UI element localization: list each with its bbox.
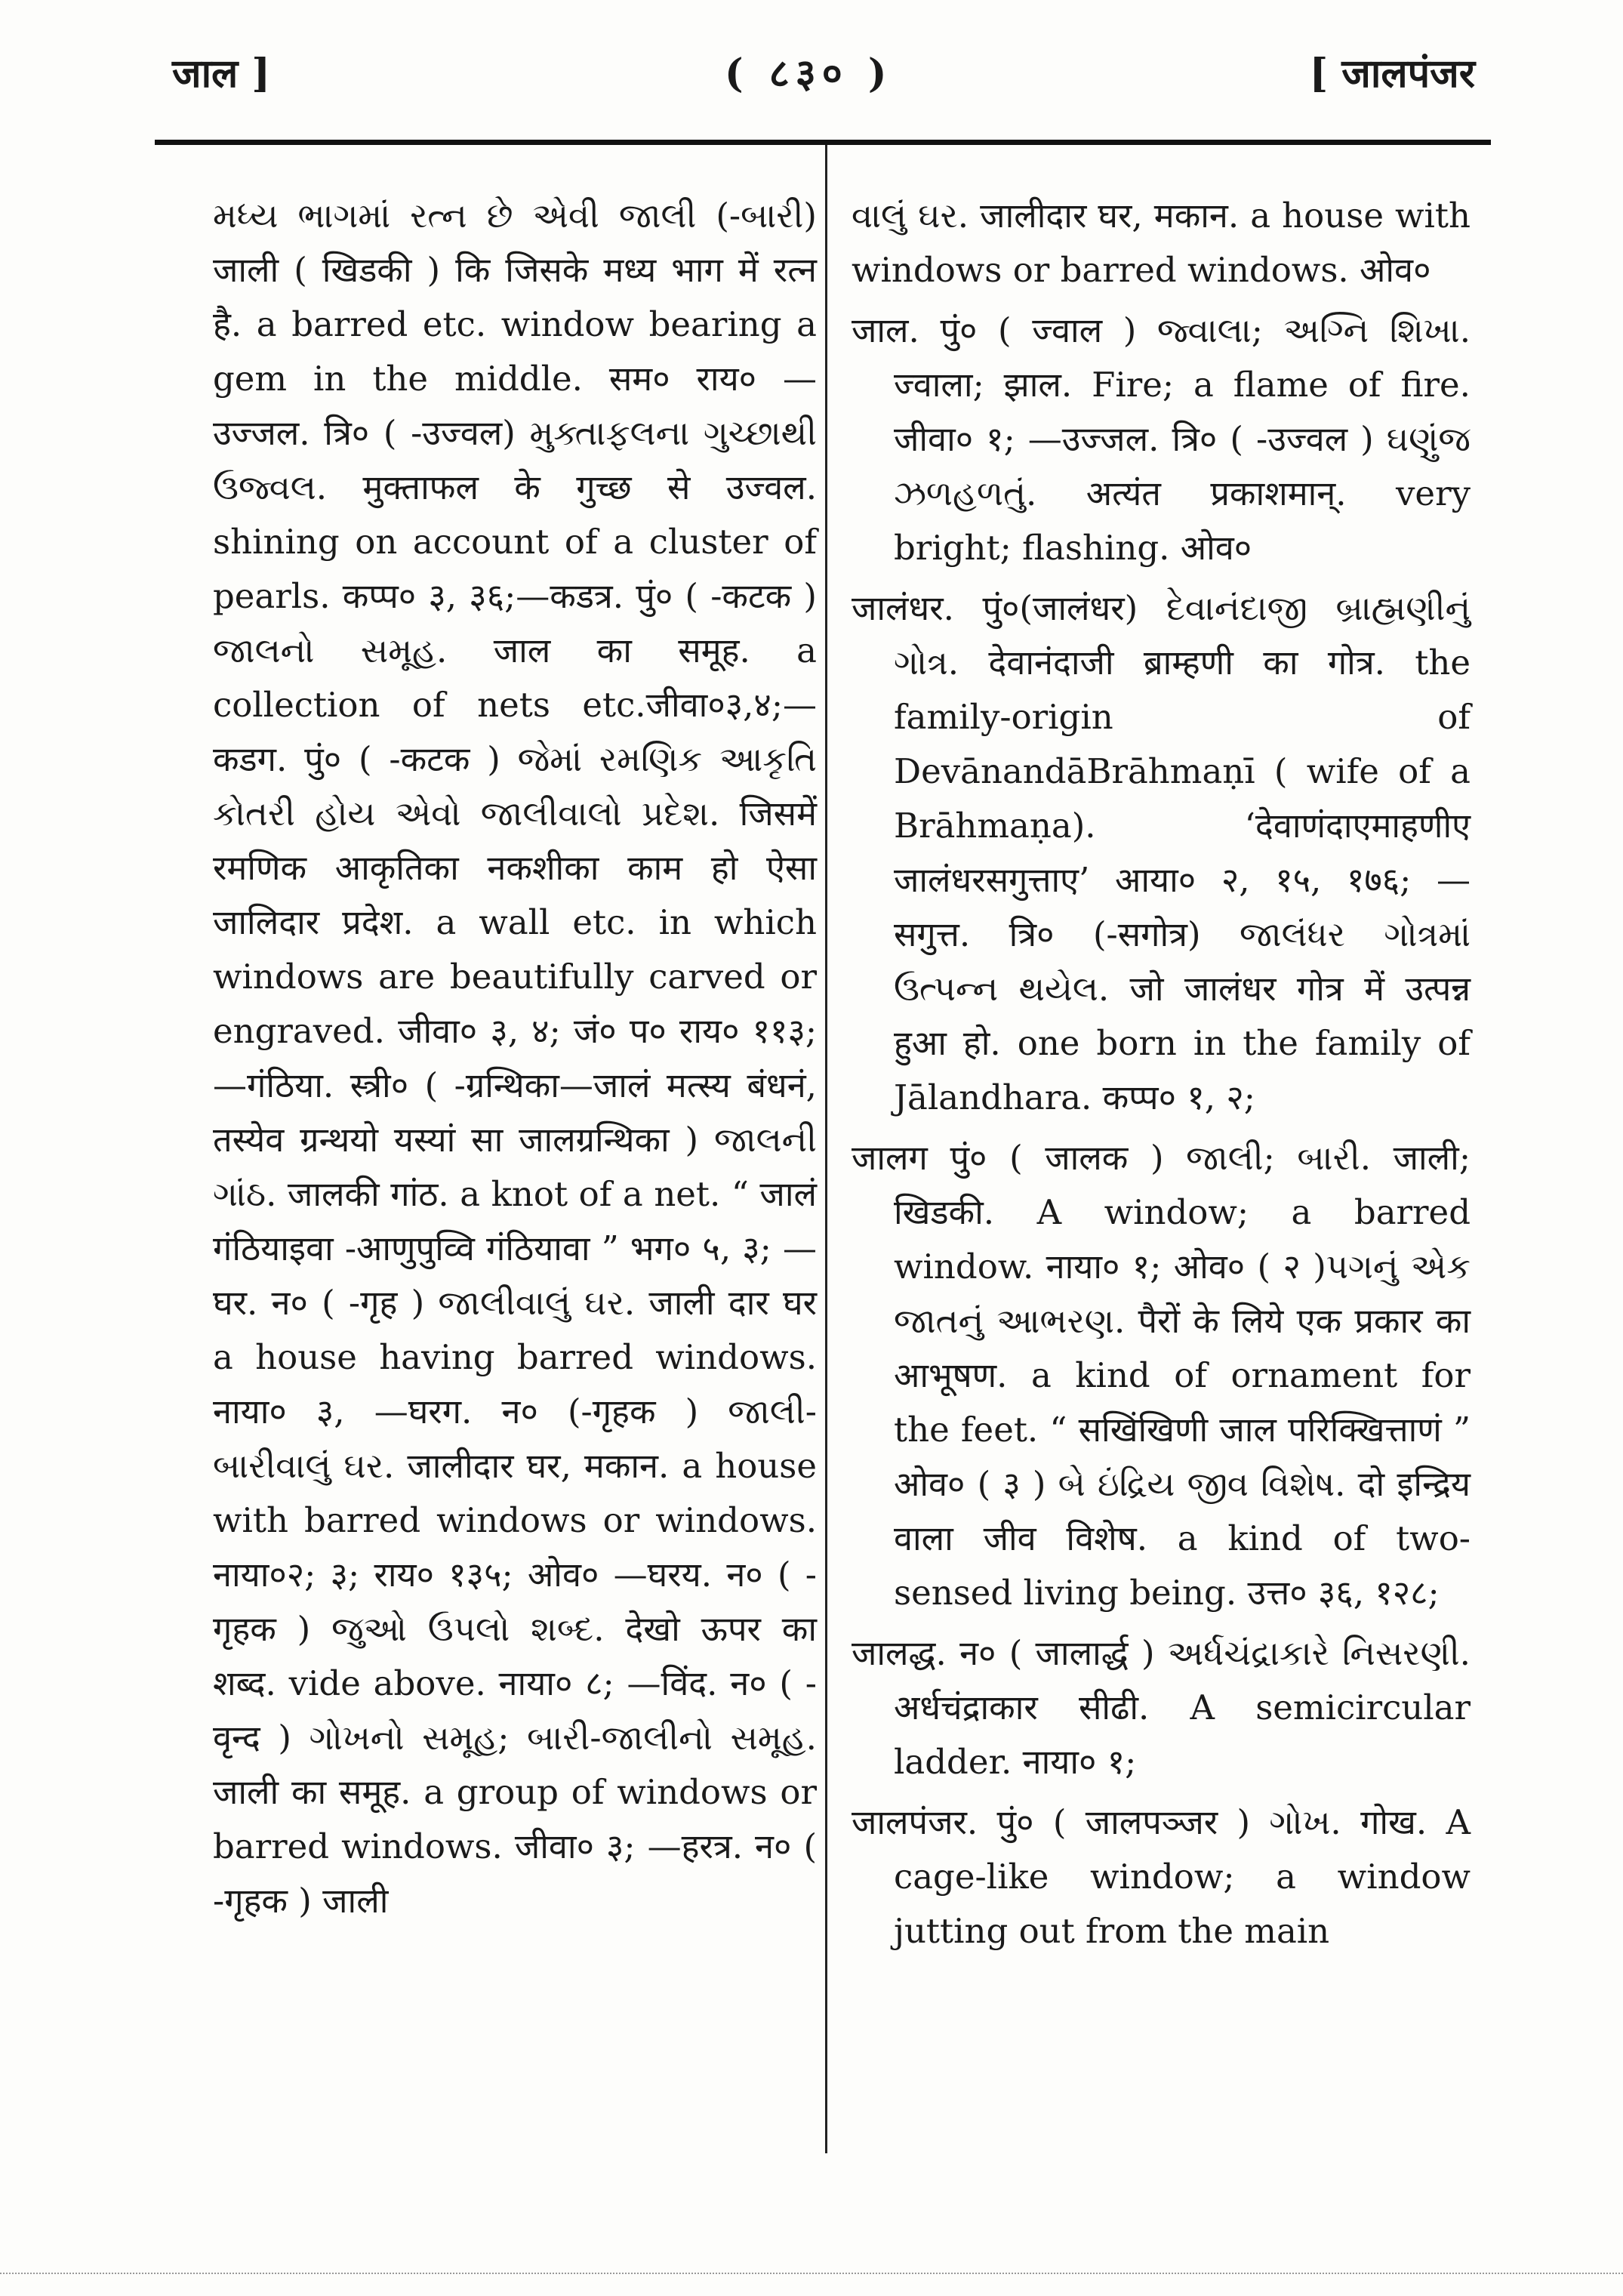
running-head-right: [ जालपंजर [1309,51,1475,97]
running-head-left: जाल ] [172,51,271,97]
header-rule [155,140,1491,145]
column-divider [825,145,827,2153]
left-column [213,189,817,1934]
bottom-edge [0,2273,1623,2276]
right-column [852,189,1471,1965]
page-number: ( ८३० ) [725,51,893,97]
entry-jaal: जाल. पुं० ( ज्वाल ) જ્વાલા; અગ્નિ શિખા. ज्वाला; झाल. Fire; a flame of fire. जीवा० १; —उज्जल. त्रि० ( -उज्वल ) ઘણુંજ ઝળહળતું. अत्यंत प्रकाशमान्. very bright; flashing. ओव० [852,310,1471,568]
entry-jaalandhar: जालंधर. पुं०(जालंधर) દેવાનંદાજી બ્રાહ્મણીનું ગોત્ર. देवानंदाजी ब्राम्हणी का गोत्र. the family-origin of DevānandāBrāhmaṇī ( wife of a Brāhmaṇa). ‘देवाणंदाएमाहणीए जालंधरसगुत्ताए’ आया० २, १५, १७६; —सगुत्त. त्रि० (-सगोत्र) જાલંધર ગોત્રમાં ઉત્પન્ન થયેલ. जो जालंधर गोत्र में उत्पन्न हुआ हो. one born in the family of Jālandhara. कप्प० १, २; [852,588,1471,1117]
entry-jaalpanjar: जालपंजर. पुं० ( जालपञ्जर ) ગોખ. गोख. A cage-like window; a window jutting out from the main [852,1802,1471,1951]
entry-continuation: મધ્ય ભાગમાં રત્ન છે એવી જાલી (-બારી) जाली ( खिडकी ) कि जिसके मध्य भाग में रत्न है. a barred etc. window bearing a gem in the middle. सम० राय० —उज्जल. त्रि० ( -उज्वल) મુક્તાફલના ગુચ્છાથી ઉજ્વલ. मुक्ताफल के गुच्छ से उज्वल. shining on account of a cluster of pearls. कप्प० ३, ३६;—कडत्र. पुं० ( -कटक ) જાલનો સમૂહ. जाल का समूह. a collection of nets etc.जीवा०३,४;—कडग. पुं० ( -कटक ) જેમાં રમણિક આકૃતિ કોતરી હોય એવો જાલીવાલો પ્રદેશ. जिसमें रमणिक आकृतिका नकशीका काम हो ऐसा जालिदार प्रदेश. a wall etc. in which windows are beautifully carved or engraved. जीवा० ३, ४; जं० प० राय० ११३; —गंठिया. स्त्री० ( -ग्रन्थिका—जालं मत्स्य बंधनं, तस्येव ग्रन्थयो यस्यां सा जालग्रन्थिका ) જાલની ગાંઠ. जालकी गांठ. a knot of a net. “ जालं गंठियाइवा -आणुपुव्वि गंठियावा ” भग० ५, ३; —घर. न० ( -गृह ) જાલીવાલું ઘર. जाली दार घर a house having barred windows. नाया० ३, —घरग. न० (-गृहक ) જાલી-બારીવાલું ઘર. जालीदार घर, मकान. a house with barred windows or windows. नाया०२; ३; राय० १३५; ओव० —घरय. न० ( -गृहक ) જુઓ ઉપલો શબ્દ. देखो ऊपर का शब्द. vide above. नाया० ८; —विंद. न० ( -वृन्द ) ગોખનો સમૂહ; બારી-જાલીનો સમૂહ. जाली का समूह. a group of windows or barred windows. जीवा० ३; —हरत्र. न० ( -गृहक ) जाली [213,196,817,1921]
entry-jaalag: जालग पुं० ( जालक ) જાલી; બારી. जाली; खिडकी. A window; a barred window. नाया० १; ओव० ( २ )પગનું એક જાતનું આભરણ. पैरों के लिये एक प्रकार का आभूषण. a kind of ornament for the feet. “ सखिंखिणी जाल परिक्खित्ताणं ” ओव० ( ३ ) બે ઇંદ્રિય જીવ વિશેષ. दो इन्द्रिय वाला जीव विशेष. a kind of two-sensed living being. उत्त० ३६, १२८; [852,1138,1471,1613]
entry-jaaladdh: जालद्ध. न० ( जालार्द्ध ) અર્ધચંદ્રાકારે નિસરણી. अर्धचंद्राकार सीढी. A semicircular ladder. नाया० १; [852,1633,1471,1782]
entry-continuation: વાલું ઘર. जालीदार घर, मकान. a house with windows or barred windows. ओव० [852,196,1471,290]
page-header [0,45,1623,106]
